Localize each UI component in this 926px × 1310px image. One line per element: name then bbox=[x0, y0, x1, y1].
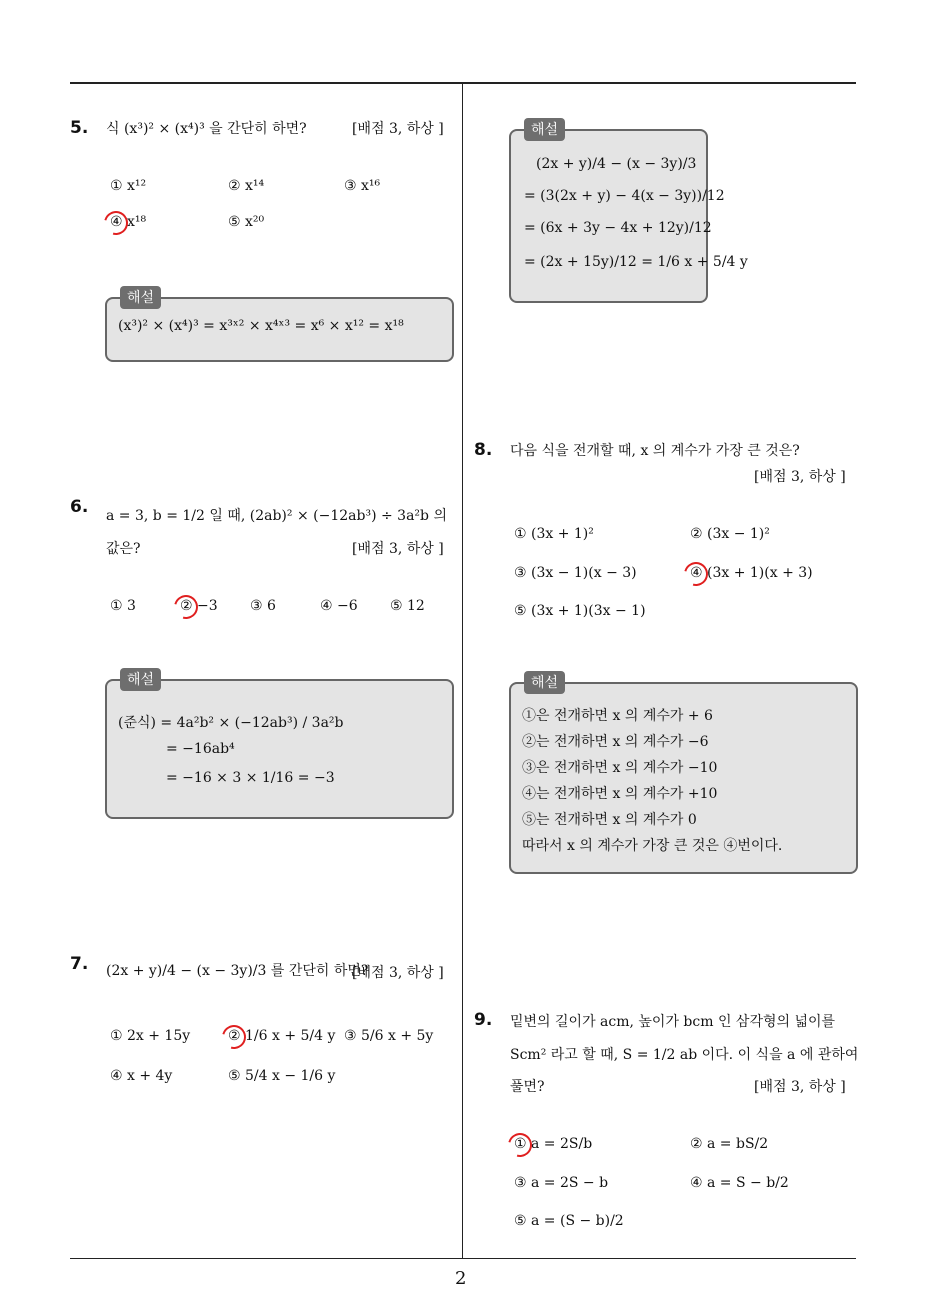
q5-option-4[interactable]: ④ x¹⁸ bbox=[110, 214, 147, 230]
q7-meta: [배점 3, 하상 ] bbox=[352, 965, 444, 981]
q8-number: 8. bbox=[474, 440, 493, 460]
q8-option-3[interactable]: ③ (3x − 1)(x − 3) bbox=[514, 565, 637, 581]
q5-solution-tag: 해설 bbox=[120, 286, 161, 309]
q5-option-3[interactable]: ③ x¹⁶ bbox=[344, 178, 381, 194]
q8-solution-line-2: ②는 전개하면 x 의 계수가 −6 bbox=[522, 734, 709, 750]
q9-option-1[interactable]: ① a = 2S/b bbox=[514, 1136, 593, 1152]
q7-solution-line-1: (2x + y)/4 − (x − 3y)/3 bbox=[536, 156, 697, 172]
q7-solution-line-3: = (6x + 3y − 4x + 12y)/12 bbox=[524, 220, 712, 236]
q7-option-4[interactable]: ④ x + 4y bbox=[110, 1068, 173, 1084]
q6-solution-box bbox=[105, 679, 454, 819]
q8-solution-line-3: ③은 전개하면 x 의 계수가 −10 bbox=[522, 760, 718, 776]
q8-option-1[interactable]: ① (3x + 1)² bbox=[514, 526, 594, 542]
q7-text: (2x + y)/4 − (x − 3y)/3 를 간단히 하면? bbox=[106, 963, 369, 979]
q9-number: 9. bbox=[474, 1010, 493, 1030]
column-divider bbox=[462, 84, 463, 1259]
q6-solution-line-2: = −16ab⁴ bbox=[166, 741, 235, 757]
page-number: 2 bbox=[455, 1268, 467, 1289]
q7-option-3[interactable]: ③ 5/6 x + 5y bbox=[344, 1028, 434, 1044]
q7-solution-line-2: = (3(2x + y) − 4(x − 3y))/12 bbox=[524, 188, 725, 204]
q8-solution-tag: 해설 bbox=[524, 671, 565, 694]
q8-answer-mark bbox=[680, 558, 713, 591]
q8-solution-line-6: 따라서 x 의 계수가 가장 큰 것은 ④번이다. bbox=[522, 838, 783, 854]
q8-text: 다음 식을 전개할 때, x 의 계수가 가장 큰 것은? bbox=[510, 443, 800, 459]
q5-option-2[interactable]: ② x¹⁴ bbox=[228, 178, 265, 194]
q8-option-5[interactable]: ⑤ (3x + 1)(3x − 1) bbox=[514, 603, 646, 619]
q8-option-2[interactable]: ② (3x − 1)² bbox=[690, 526, 770, 542]
q8-solution-line-5: ⑤는 전개하면 x 의 계수가 0 bbox=[522, 812, 697, 828]
q9-text-line-3: 풀면? bbox=[510, 1079, 545, 1095]
q6-solution-line-1: (준식) = 4a²b² × (−12ab³) / 3a²b bbox=[118, 715, 344, 731]
q5-option-5[interactable]: ⑤ x²⁰ bbox=[228, 214, 265, 230]
q9-option-3[interactable]: ③ a = 2S − b bbox=[514, 1175, 609, 1191]
q6-solution-tag: 해설 bbox=[120, 668, 161, 691]
q9-text-line-2: Scm² 라고 할 때, S = 1/2 ab 이다. 이 식을 a 에 관하여 bbox=[510, 1047, 859, 1063]
q8-option-4[interactable]: ④ (3x + 1)(x + 3) bbox=[690, 565, 813, 581]
q5-meta: [배점 3, 하상 ] bbox=[352, 121, 444, 137]
q9-option-4[interactable]: ④ a = S − b/2 bbox=[690, 1175, 789, 1191]
q7-option-2[interactable]: ② 1/6 x + 5/4 y bbox=[228, 1028, 336, 1044]
q5-text: 식 (x³)² × (x⁴)³ 을 간단히 하면? bbox=[106, 121, 307, 137]
q8-solution-line-4: ④는 전개하면 x 의 계수가 +10 bbox=[522, 786, 718, 802]
top-rule bbox=[70, 82, 856, 84]
q6-text-line-1: a = 3, b = 1/2 일 때, (2ab)² × (−12ab³) ÷ 3a²b 의 bbox=[106, 508, 447, 524]
q7-option-5[interactable]: ⑤ 5/4 x − 1/6 y bbox=[228, 1068, 336, 1084]
q8-meta: [배점 3, 하상 ] bbox=[754, 469, 846, 485]
q7-solution-tag: 해설 bbox=[524, 118, 565, 141]
q7-solution-line-4: = (2x + 15y)/12 = 1/6 x + 5/4 y bbox=[524, 254, 748, 270]
q5-option-1[interactable]: ① x¹² bbox=[110, 178, 147, 194]
q5-answer-mark bbox=[100, 207, 133, 240]
q6-solution-line-3: = −16 × 3 × 1/16 = −3 bbox=[166, 770, 335, 786]
q9-meta: [배점 3, 하상 ] bbox=[754, 1079, 846, 1095]
q5-number: 5. bbox=[70, 118, 89, 138]
q7-answer-mark bbox=[218, 1021, 251, 1054]
q6-answer-mark bbox=[170, 591, 203, 624]
q6-meta: [배점 3, 하상 ] bbox=[352, 541, 444, 557]
q6-option-1[interactable]: ① 3 bbox=[110, 598, 136, 614]
q9-option-2[interactable]: ② a = bS/2 bbox=[690, 1136, 769, 1152]
q6-option-5[interactable]: ⑤ 12 bbox=[390, 598, 425, 614]
q7-number: 7. bbox=[70, 954, 89, 974]
q5-solution-line-1: (x³)² × (x⁴)³ = x³ˣ² × x⁴ˣ³ = x⁶ × x¹² = x¹⁸ bbox=[118, 318, 404, 334]
q9-text-line-1: 밑변의 길이가 acm, 높이가 bcm 인 삼각형의 넓이를 bbox=[510, 1014, 836, 1030]
q8-solution-line-1: ①은 전개하면 x 의 계수가 + 6 bbox=[522, 708, 713, 724]
q7-option-1[interactable]: ① 2x + 15y bbox=[110, 1028, 191, 1044]
q9-answer-mark bbox=[504, 1129, 537, 1162]
q6-option-4[interactable]: ④ −6 bbox=[320, 598, 358, 614]
q6-option-3[interactable]: ③ 6 bbox=[250, 598, 276, 614]
q6-option-2[interactable]: ② −3 bbox=[180, 598, 218, 614]
q9-option-5[interactable]: ⑤ a = (S − b)/2 bbox=[514, 1213, 624, 1229]
bottom-rule bbox=[70, 1258, 856, 1259]
q6-number: 6. bbox=[70, 497, 89, 517]
q6-text-line-2: 값은? bbox=[106, 541, 141, 557]
